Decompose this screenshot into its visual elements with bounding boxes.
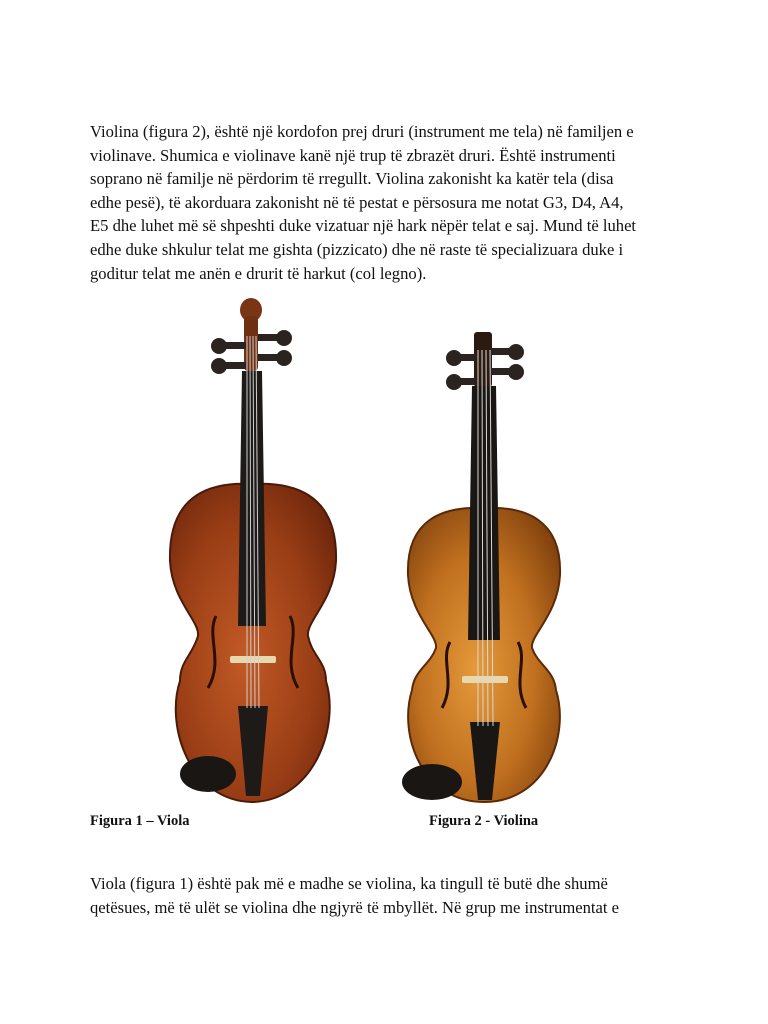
text-line: violinave. Shumica e violinave kanë një trup të zbrazët druri. Është instrumenti [90, 145, 616, 165]
figure-2-caption: Figura 2 - Violina [429, 813, 539, 829]
text-line: edhe pesë), të akorduara zakonisht në të pestat e përsosura me notat G3, D4, A4, [90, 192, 624, 212]
paragraph-viola-description [90, 872, 690, 919]
text-line: Violina (figura 2), është një kordofon prej druri (instrument me tela) në familjen e [90, 122, 634, 141]
viola-image [160, 296, 345, 804]
violin-image [392, 330, 576, 804]
text-line: qetësues, më të ulët se violina dhe ngjyrë të mbyllët. Në grup me instrumentat e [90, 897, 620, 917]
text-line: soprano në familje në përdorim të rregullt. Violina zakonisht ka katër tela (disa [90, 169, 614, 189]
text-line: edhe duke shkulur telat me gishta (pizzicato) dhe në raste të specializuara duke i [90, 239, 624, 259]
paragraph-violin-description [90, 120, 690, 285]
text-line: goditur telat me anën e drurit të harkut (col legno). [90, 263, 427, 283]
text-line: E5 dhe luhet më së shpeshti duke vizatuar një hark nëpër telat e saj. Mund të luhet [90, 216, 637, 236]
text-line: Viola (figura 1) është pak më e madhe se violina, ka tingull të butë dhe shumë [90, 874, 608, 893]
figure-1-caption: Figura 1 – Viola [90, 813, 190, 829]
